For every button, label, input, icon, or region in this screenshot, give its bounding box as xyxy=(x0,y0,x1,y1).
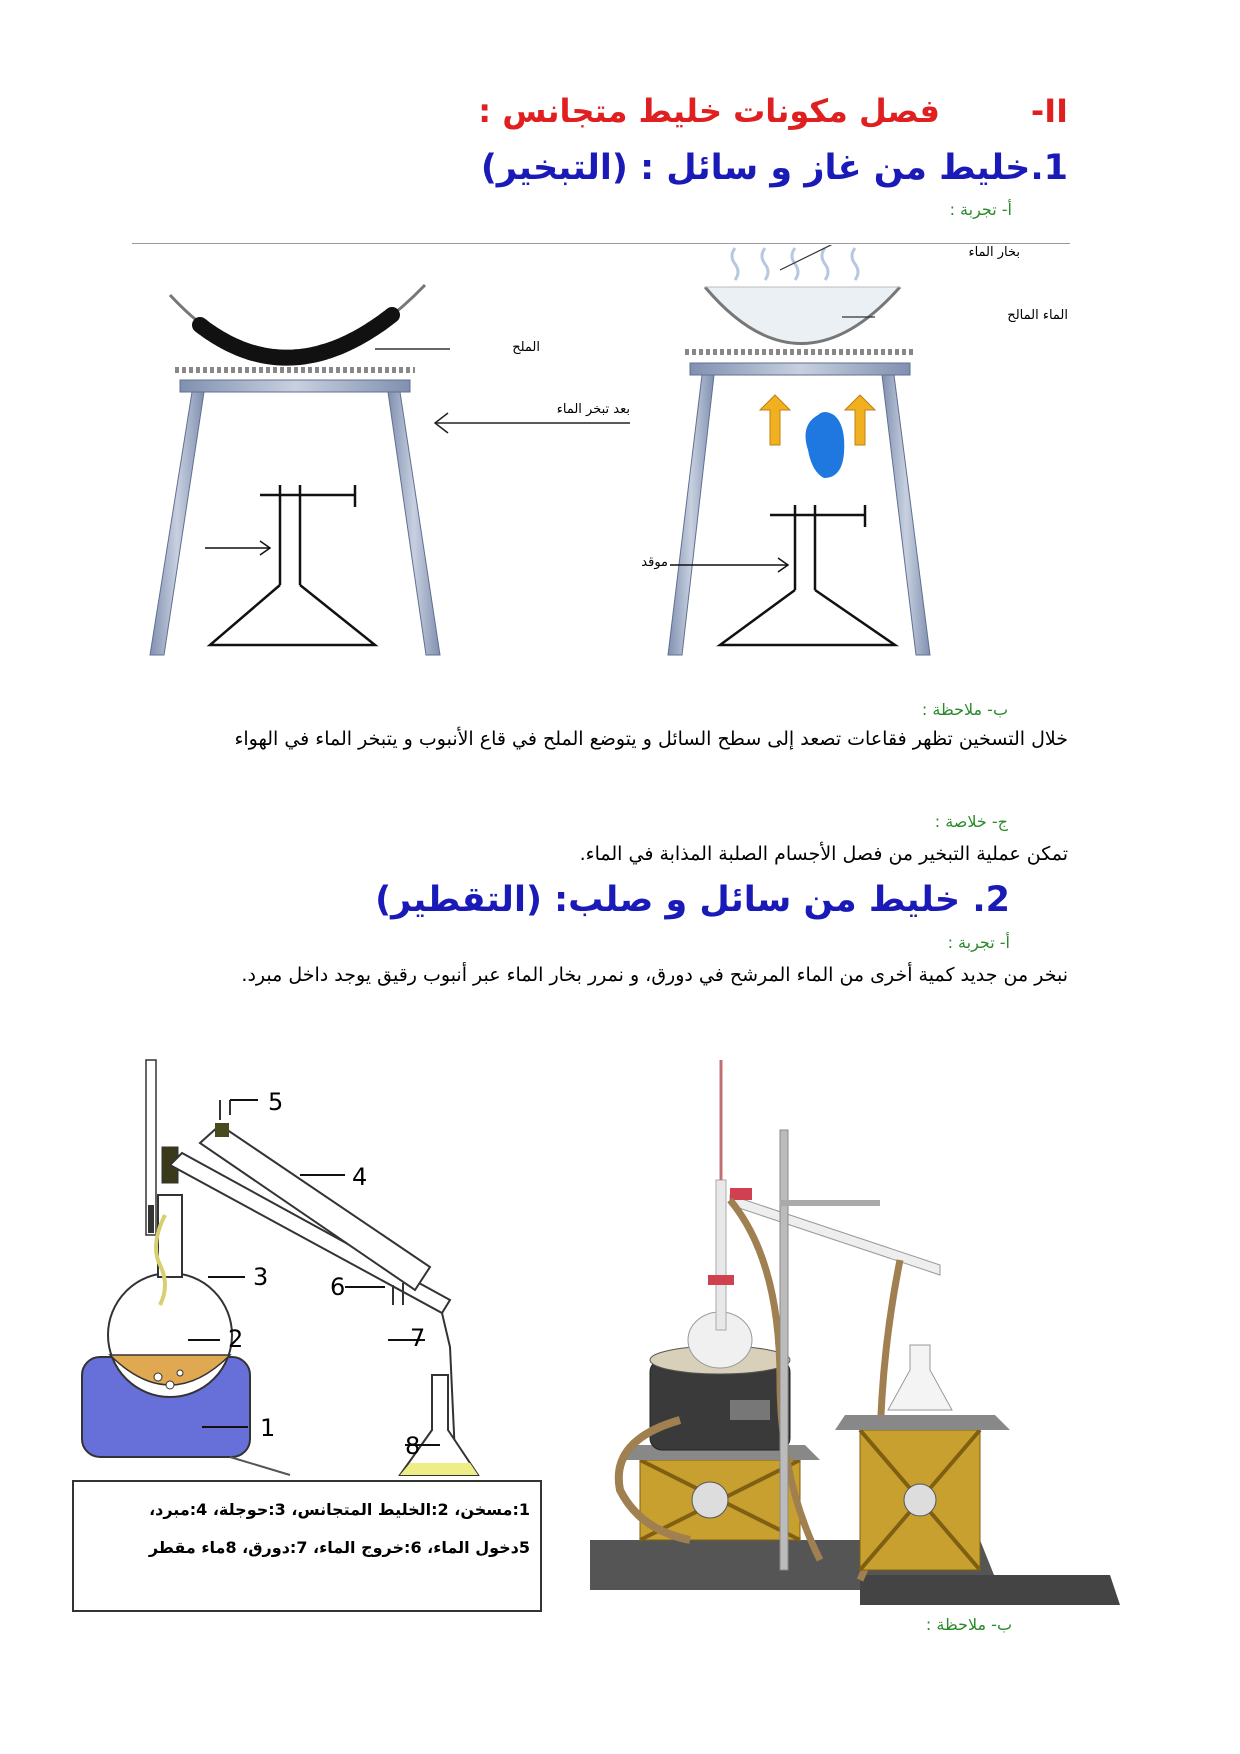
part2-heading: 2. خليط من سائل و صلب: (التقطير) xyxy=(375,880,1010,920)
flame-icon xyxy=(806,412,845,478)
left-burner xyxy=(210,485,375,645)
left-tripod xyxy=(150,370,440,655)
evaporation-figure xyxy=(130,245,1090,665)
legend-line-2: 5دخول الماء، 6:خروج الماء، 7:دورق، 8ماء مقطر xyxy=(148,1538,530,1557)
label-vapor: بخار الماء xyxy=(968,245,1020,260)
salt-residue xyxy=(200,315,392,358)
label-burner: موقد xyxy=(641,555,668,570)
diagram-number-8: 8 xyxy=(405,1432,421,1460)
legend-line-1: 1:مسخن، 2:الخليط المتجانس، 3:حوجلة، 4:مبرد، xyxy=(149,1500,530,1519)
section-title: فصل مكونات خليط متجانس : xyxy=(478,92,940,130)
distillation-photo xyxy=(580,1060,1120,1620)
part1-experiment-label: أ- تجربة : xyxy=(949,200,1012,219)
legend-box xyxy=(72,1480,542,1612)
section-numeral: II- xyxy=(1030,92,1068,130)
part1-heading: 1.خليط من غاز و سائل : (التبخير) xyxy=(480,148,1068,188)
part2-experiment-label: أ- تجربة : xyxy=(947,933,1010,952)
part1-conclusion-text: تمكن عملية التبخير من فصل الأجسام الصلبة المذابة في الماء. xyxy=(579,843,1068,865)
right-tripod xyxy=(668,352,930,655)
right-lab-jack xyxy=(860,1430,980,1570)
condenser xyxy=(200,1125,430,1290)
diagram-number-7: 7 xyxy=(410,1324,426,1352)
label-after-evaporation: بعد تبخر الماء xyxy=(556,402,630,417)
part1-observation-text: خلال التسخين تظهر فقاعات تصعد إلى سطح السائل و يتوضع الملح في قاع الأنبوب و يتبخر الماء في الهواء xyxy=(234,728,1068,750)
separator-line xyxy=(132,243,1070,244)
receiving-flask xyxy=(400,1375,478,1475)
diagram-number-3: 3 xyxy=(253,1263,269,1291)
right-burner xyxy=(720,505,895,645)
diagram-number-4: 4 xyxy=(352,1163,368,1191)
right-dish xyxy=(705,287,900,344)
label-salty-water: الماء المالح xyxy=(1007,308,1068,323)
part2-observation-label: ب- ملاحظة : xyxy=(925,1615,1012,1634)
label-salt: الملح xyxy=(512,340,540,355)
part2-experiment-text: نبخر من جديد كمية أخرى من الماء المرشح في دورق، و نمرر بخار الماء عبر أنبوب رقيق يوجد داخل مبرد. xyxy=(241,964,1068,986)
diagram-number-1: 1 xyxy=(260,1414,276,1442)
diagram-number-6: 6 xyxy=(330,1273,346,1301)
part1-conclusion-label: ج- خلاصة : xyxy=(934,812,1008,831)
diagram-number-2: 2 xyxy=(228,1325,244,1353)
part1-observation-label: ب- ملاحظة : xyxy=(921,700,1008,719)
vapor-icon xyxy=(732,248,858,280)
diagram-number-5: 5 xyxy=(268,1088,284,1116)
